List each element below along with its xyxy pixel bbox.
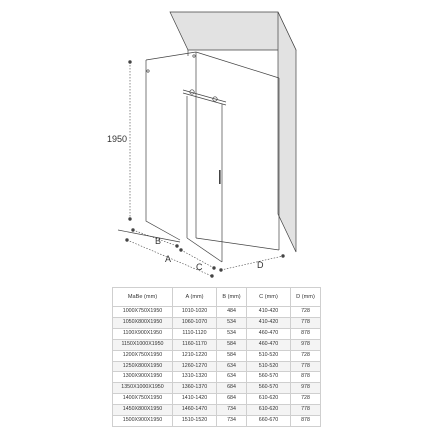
d-dimension-line xyxy=(221,256,283,270)
sliding-door-bottom xyxy=(187,238,222,262)
cell-a: 1410-1420 xyxy=(173,394,217,405)
cell-a: 1010-1020 xyxy=(173,307,217,318)
cell-b: 684 xyxy=(217,394,247,405)
size-specification-table xyxy=(112,287,321,427)
height-dimension xyxy=(129,61,132,221)
cell-c: 460-470 xyxy=(247,339,291,350)
table-row xyxy=(113,339,321,350)
cell-b: 684 xyxy=(217,383,247,394)
cell-c: 610-620 xyxy=(247,405,291,416)
height-dimension-bottom-mark xyxy=(129,218,132,221)
table-row xyxy=(113,361,321,372)
header-b: B (mm) xyxy=(217,288,247,307)
header-size: MaBe (mm) xyxy=(113,288,173,307)
cell-c: 660-670 xyxy=(247,416,291,427)
cell-d: 778 xyxy=(291,405,321,416)
cell-size: 1000X750X1950 xyxy=(113,307,173,318)
cell-a: 1510-1520 xyxy=(173,416,217,427)
door-handle xyxy=(219,170,221,184)
cell-b: 734 xyxy=(217,416,247,427)
table-row xyxy=(113,394,321,405)
cell-d: 978 xyxy=(291,339,321,350)
table-row xyxy=(113,405,321,416)
cell-d: 728 xyxy=(291,307,321,318)
table-row xyxy=(113,416,321,427)
b-dimension-start-mark xyxy=(132,229,135,232)
enclosure xyxy=(146,52,279,262)
d-dimension-start-mark xyxy=(220,269,223,272)
cell-c: 460-470 xyxy=(247,328,291,339)
cell-a: 1160-1170 xyxy=(173,339,217,350)
b-dimension-end-mark xyxy=(176,245,179,248)
table-row xyxy=(113,317,321,328)
cell-c: 560-570 xyxy=(247,383,291,394)
cell-d: 778 xyxy=(291,361,321,372)
cell-b: 584 xyxy=(217,339,247,350)
table-row xyxy=(113,383,321,394)
door-rail-lower xyxy=(183,93,226,105)
a-label: A xyxy=(165,254,172,264)
wall xyxy=(118,12,296,252)
door-rail xyxy=(183,90,226,102)
c-dimension-end-mark xyxy=(213,267,216,270)
side-panel-bottom xyxy=(196,238,279,250)
a-dimension-end-mark xyxy=(211,275,214,278)
a-dimension-start-mark xyxy=(126,239,129,242)
top-rail-front xyxy=(146,52,196,60)
cell-size: 1050X800X1950 xyxy=(113,317,173,328)
d-dimension xyxy=(220,255,285,272)
table-row xyxy=(113,328,321,339)
cell-b: 734 xyxy=(217,405,247,416)
cell-size: 1500X900X1950 xyxy=(113,416,173,427)
c-dimension-start-mark xyxy=(180,249,183,252)
cell-c: 560-570 xyxy=(247,372,291,383)
cell-size: 1200X750X1950 xyxy=(113,350,173,361)
wall-side-face xyxy=(278,12,296,252)
cell-d: 878 xyxy=(291,372,321,383)
cell-b: 534 xyxy=(217,317,247,328)
bracket-top xyxy=(193,55,195,57)
cell-d: 878 xyxy=(291,416,321,427)
cell-d: 728 xyxy=(291,394,321,405)
height-label: 1950 xyxy=(107,134,128,144)
cell-b: 584 xyxy=(217,350,247,361)
cell-size: 1150X1000X1950 xyxy=(113,339,173,350)
cell-c: 510-520 xyxy=(247,350,291,361)
d-label: D xyxy=(257,260,264,270)
cell-a: 1110-1120 xyxy=(173,328,217,339)
b-label: B xyxy=(155,236,162,246)
wall-top-face xyxy=(170,12,296,50)
header-d: D (mm) xyxy=(291,288,321,307)
fixed-front-panel xyxy=(146,60,180,240)
cell-d: 978 xyxy=(291,383,321,394)
cell-b: 634 xyxy=(217,372,247,383)
cell-b: 634 xyxy=(217,361,247,372)
height-dimension-top-mark xyxy=(129,61,132,64)
cell-a: 1310-1320 xyxy=(173,372,217,383)
cell-b: 484 xyxy=(217,307,247,318)
bracket-left xyxy=(147,70,149,72)
cell-size: 1100X900X1950 xyxy=(113,328,173,339)
cell-a: 1460-1470 xyxy=(173,405,217,416)
cell-c: 610-620 xyxy=(247,394,291,405)
cell-c: 410-420 xyxy=(247,317,291,328)
d-dimension-end-mark xyxy=(282,255,285,258)
cell-c: 510-520 xyxy=(247,361,291,372)
cell-a: 1210-1220 xyxy=(173,350,217,361)
cell-size: 1350X1000X1950 xyxy=(113,383,173,394)
cell-a: 1260-1270 xyxy=(173,361,217,372)
cell-d: 778 xyxy=(291,317,321,328)
cell-size: 1300X900X1950 xyxy=(113,372,173,383)
cell-b: 534 xyxy=(217,328,247,339)
table-row xyxy=(113,350,321,361)
cell-size: 1450X800X1950 xyxy=(113,405,173,416)
header-a: A (mm) xyxy=(173,288,217,307)
top-rail-right xyxy=(196,52,279,78)
cell-size: 1400X750X1950 xyxy=(113,394,173,405)
cell-a: 1360-1370 xyxy=(173,383,217,394)
table-row xyxy=(113,372,321,383)
cell-d: 878 xyxy=(291,328,321,339)
c-label: C xyxy=(196,262,203,272)
cell-d: 728 xyxy=(291,350,321,361)
cell-c: 410-420 xyxy=(247,307,291,318)
cell-size: 1250X800X1950 xyxy=(113,361,173,372)
cell-a: 1060-1070 xyxy=(173,317,217,328)
table-header-row xyxy=(113,288,321,307)
table-row xyxy=(113,307,321,318)
header-c: C (mm) xyxy=(247,288,291,307)
